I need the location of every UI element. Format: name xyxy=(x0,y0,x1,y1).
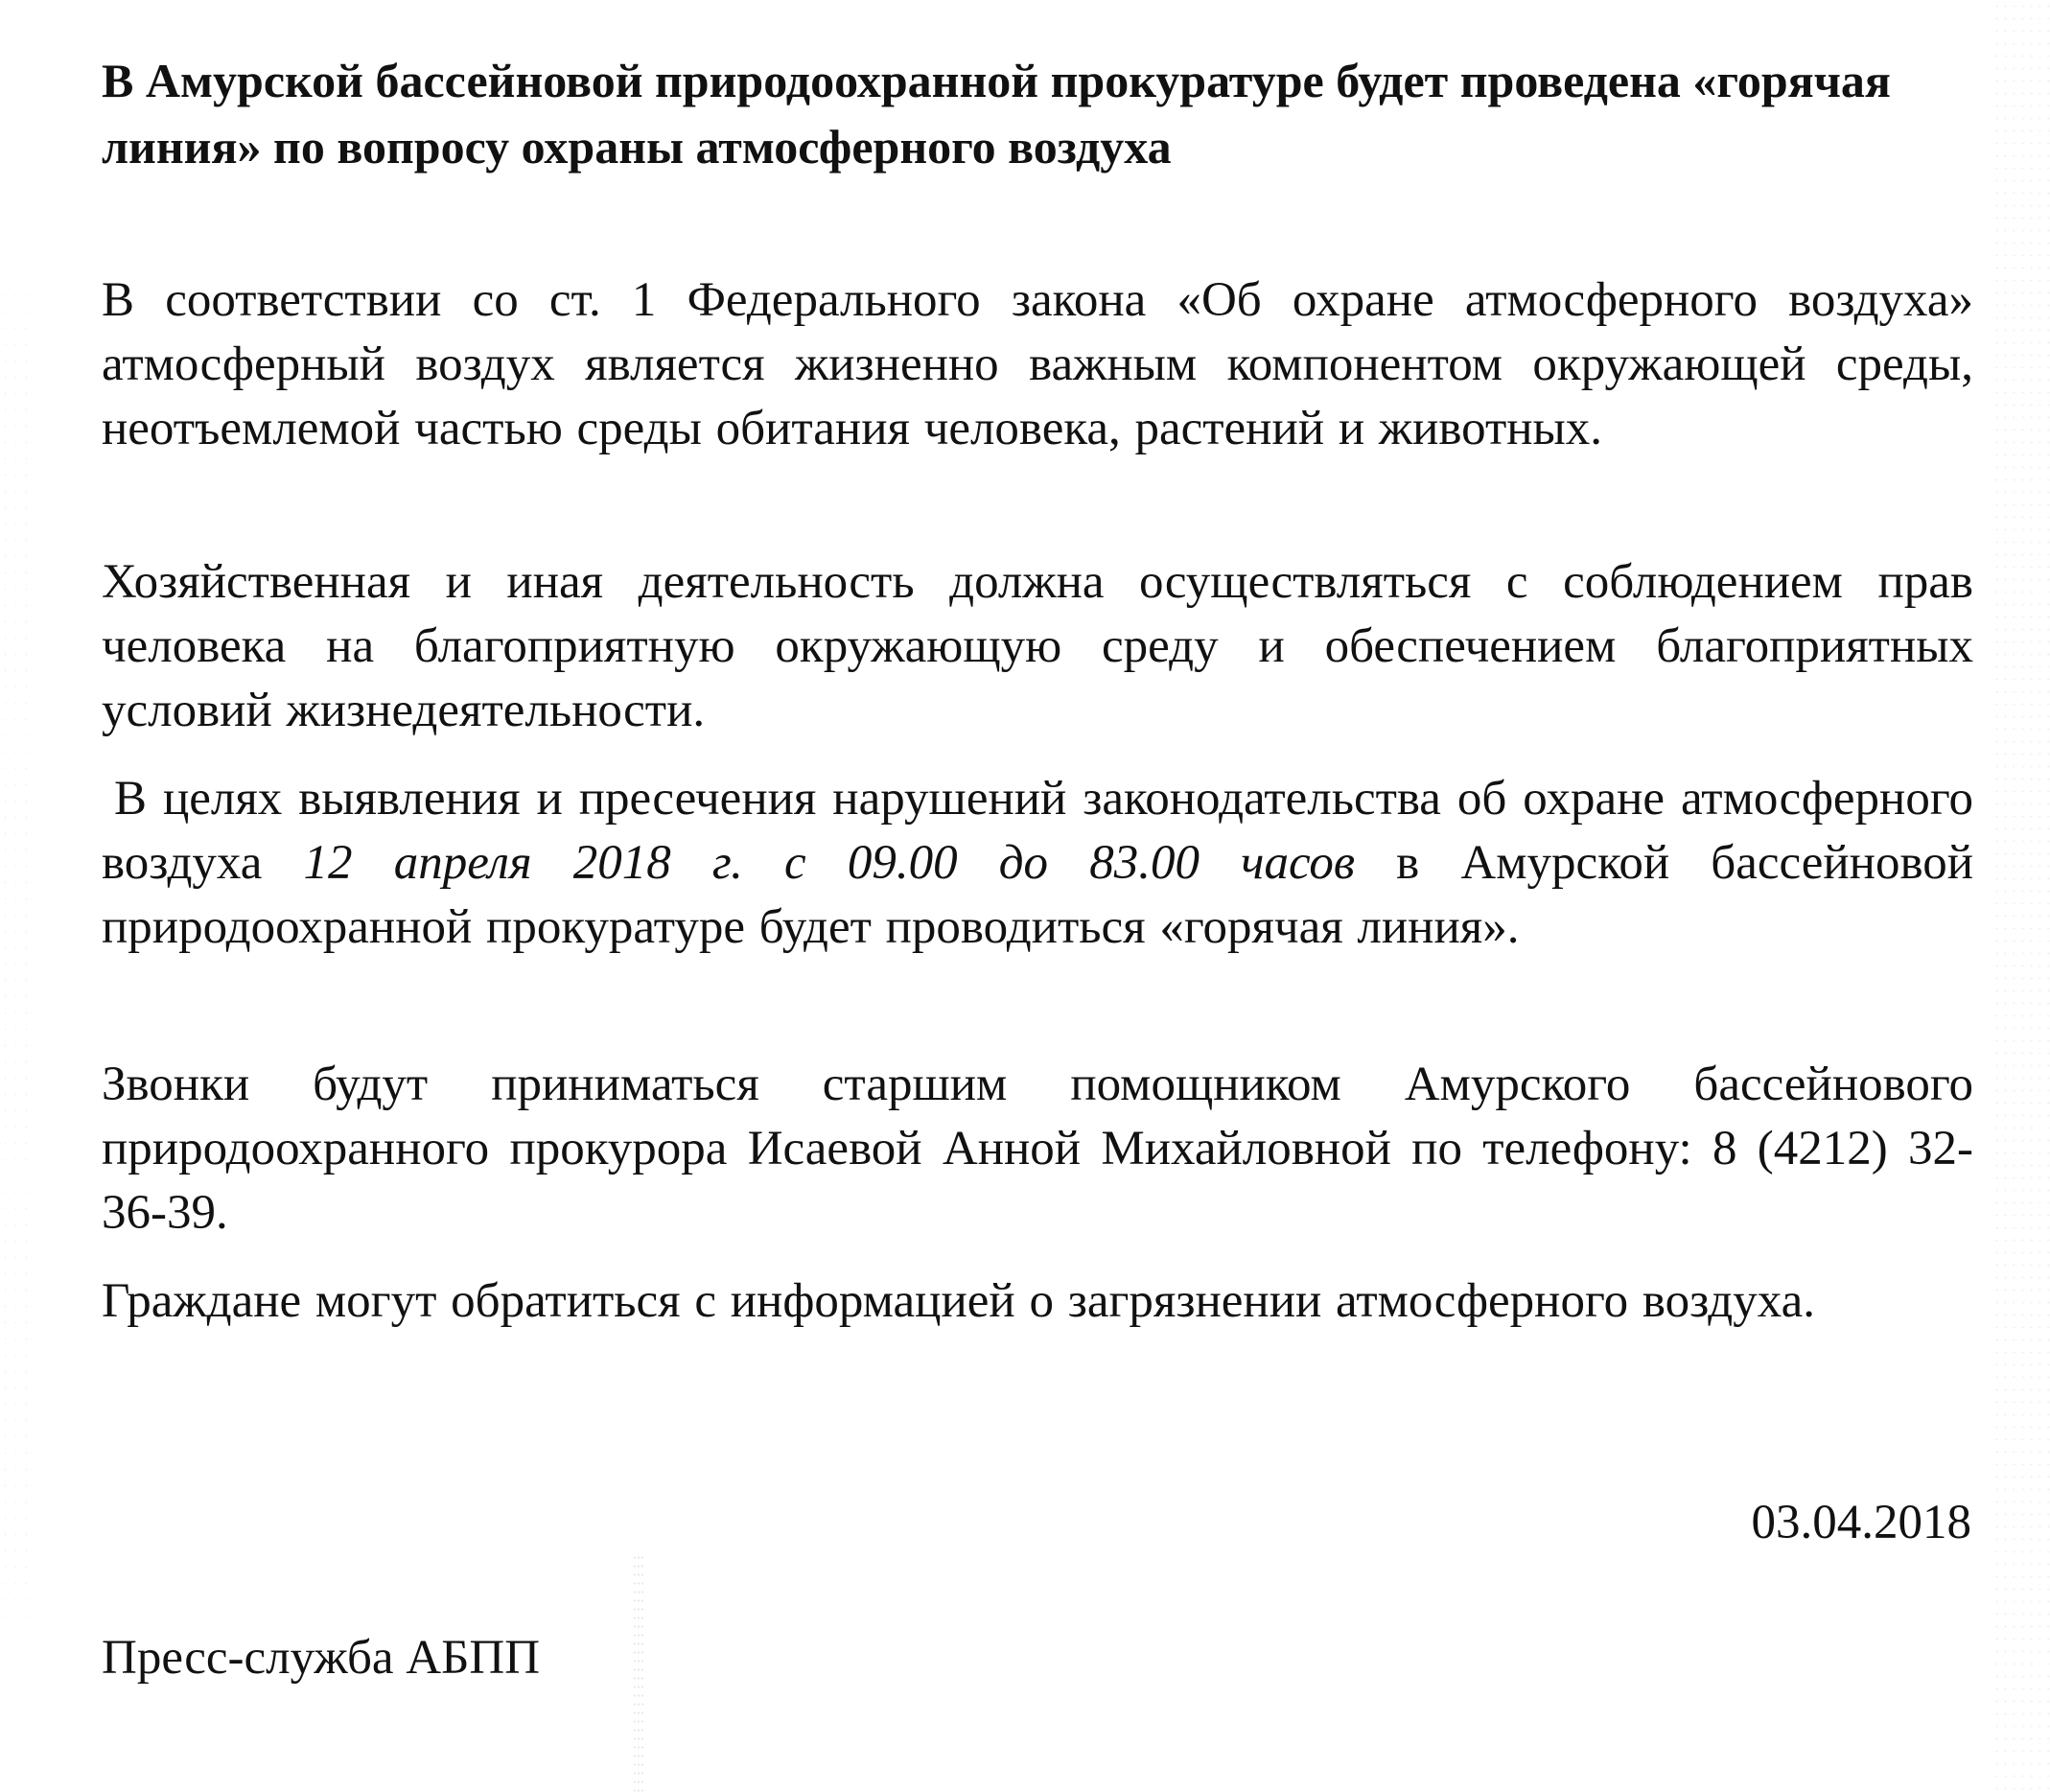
press-service-signature: Пресс-служба АБПП xyxy=(102,1631,541,1685)
scan-speckle-right xyxy=(1992,0,2050,1792)
paragraph-citizens-info: Граждане могут обратиться с информацией о загрязнении атмосферного воздуха. xyxy=(102,1274,1815,1328)
paragraph-activity-requirements: Хозяйственная и иная деятельность должна осуществляться с соблюдением прав человека на благоприятную окружающую среду и обеспечением благоприятных условий жизнедеятельности. xyxy=(102,555,1973,737)
hotline-text-before: В целях выявления и пресечения нарушений законодательства об охране атмосферного воздуха xyxy=(102,772,1973,890)
hotline-text-after: в Амурской бассейновой природоохранной прокуратуре будет проводиться «горячая линия». xyxy=(102,836,1974,954)
document-date: 03.04.2018 xyxy=(1751,1496,1971,1549)
paragraph-law-reference: В соответствии со ст. 1 Федерального закона «Об охране атмосферного воздуха» атмосферный воздух является жизненно важным компонентом окружающей среды, неотъемлемой частью среды обитания человека, растений и животных. xyxy=(102,273,1973,455)
scan-speckle-bottom xyxy=(633,1553,644,1792)
document-heading: В Амурской бассейновой природоохранной прокуратуре будет проведена «горячая линия» по вопросу охраны атмосферного воздуха xyxy=(102,54,1891,174)
paragraph-hotline-schedule xyxy=(102,767,1973,960)
paragraph-contact-phone: Звонки будут приниматься старшим помощником Амурского бассейнового природоохранного прокурора Исаевой Анной Михайловной по телефону: 8 (4212) 32-36-39. xyxy=(102,1058,1973,1240)
scan-speckle-left xyxy=(0,288,29,1630)
hotline-date-time: 12 апреля 2018 г. с 09.00 до 83.00 часов xyxy=(303,836,1355,890)
